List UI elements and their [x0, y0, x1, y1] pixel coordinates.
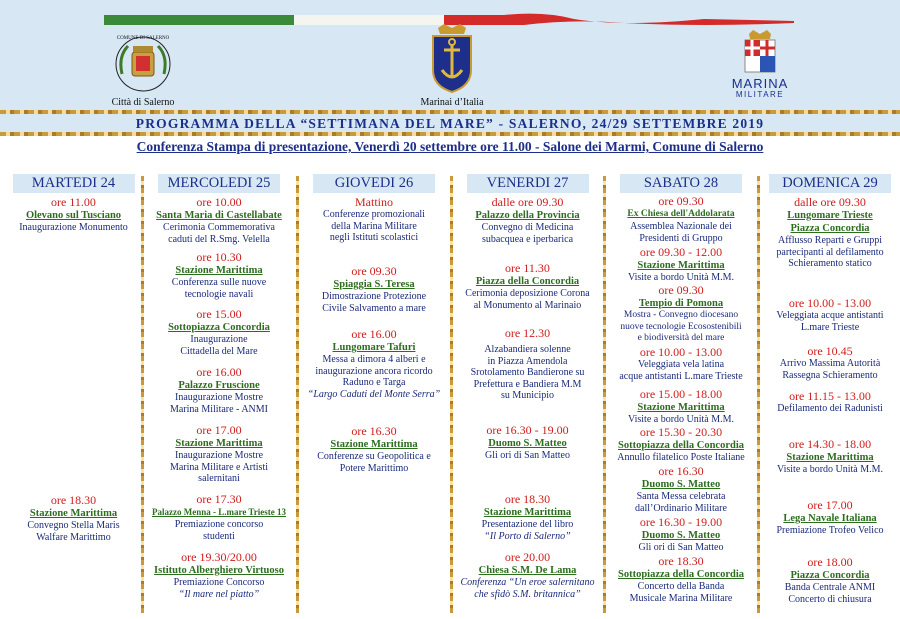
event: [144, 492, 294, 542]
event-time: ore 16.00: [351, 327, 397, 341]
event-place: Piazza Concordia: [790, 223, 870, 234]
event-desc: Marina Militare - ANMI: [169, 403, 269, 415]
event: [606, 554, 756, 604]
event-desc: Visite a bordo Unità M.M.: [627, 272, 735, 283]
page-title: PROGRAMMA DELLA “SETTIMANA DEL MARE” - SALERNO, 24/29 SETTEMBRE 2019: [135, 116, 765, 131]
rope-border-middle: [0, 132, 900, 136]
logo-line2: MILITARE: [735, 90, 785, 99]
event-place: Stazione Marittima: [483, 507, 572, 518]
event-place: Lungomare Trieste: [787, 210, 873, 221]
event-desc: Convegno Stella Maris: [27, 520, 120, 531]
event: [760, 195, 900, 270]
event-desc: Rassegna Schieramento: [782, 369, 878, 381]
event-time: ore 17.00: [196, 423, 242, 437]
event: [299, 327, 449, 400]
event-time: ore 10.45: [807, 344, 853, 358]
event-desc: Cerimonia deposizione Corona: [465, 288, 590, 299]
event-desc: Veleggiata acque antistanti: [776, 310, 884, 321]
event-place: Spiaggia S. Teresa: [333, 279, 415, 290]
event-desc: Marina Militare e Artisti: [169, 461, 269, 473]
event: [453, 423, 602, 462]
event: [453, 326, 602, 402]
event-time: ore 10.00: [196, 195, 242, 209]
event-time: ore 18.30: [50, 493, 97, 507]
event-desc: Premiazione Trofeo Velico: [776, 525, 884, 536]
center-caption: Marinai d’Italia: [420, 97, 484, 108]
event-place: Santa Maria di Castellabate: [156, 210, 282, 221]
event-place: Duomo S. Matteo: [641, 530, 721, 541]
event-desc: negli Istituti scolastici: [329, 232, 419, 243]
event-place: Stazione Marittima: [637, 260, 725, 271]
event-desc: “Largo Caduti del Monte Serra”: [307, 388, 441, 400]
event-time: ore 18.30: [658, 554, 704, 568]
event-time: ore 11.00: [51, 195, 96, 209]
event-desc: Assemblea Nazionale dei: [630, 221, 732, 232]
event-place: Ex Chiesa dell'Addolarata: [627, 209, 735, 219]
event-desc: caduti del R.Smg. Velella: [168, 233, 270, 245]
event-desc: e biodiversità del mare: [637, 333, 725, 343]
day-column-giovedi: [299, 174, 449, 614]
event-time: ore 19.30/20.00: [181, 550, 257, 564]
event-place: Tempio di Pomona: [638, 298, 724, 309]
event: [760, 344, 900, 381]
event-desc: Civile Salvamento a mare: [322, 302, 426, 314]
event-desc: acque antistanti L.mare Trieste: [619, 370, 743, 382]
event-place: Lungomare Tafuri: [332, 342, 416, 353]
event: [299, 264, 449, 314]
event-desc: Defilamento dei Radunisti: [777, 403, 883, 414]
event-time: ore 17.30: [196, 492, 242, 506]
event-place: Duomo S. Matteo: [488, 438, 567, 449]
event: [144, 307, 294, 357]
event-desc: in Piazza Amendola: [487, 355, 568, 367]
event: [760, 389, 900, 415]
event-desc: Walfare Marittimo: [36, 531, 111, 543]
event-desc: Musicale Marina Militare: [629, 592, 733, 604]
event-place: Piazza Concordia: [790, 570, 870, 581]
event: [144, 550, 294, 600]
event-place: Stazione Marittima: [786, 452, 874, 463]
event-place: Duomo S. Matteo: [641, 479, 721, 490]
event: [453, 492, 602, 542]
event-desc: Prefettura e Bandiera M.M: [473, 378, 582, 390]
event-desc: Banda Centrale ANMI: [784, 582, 876, 593]
event-desc: Inaugurazione Mostre: [174, 450, 264, 461]
event-desc: Visite a bordo Unità M.M.: [776, 464, 884, 475]
day-column-domenica: [760, 174, 900, 614]
event-desc: Gli ori di San Matteo: [638, 542, 724, 553]
event-desc: Conferenza “Un eroe salernitano: [460, 577, 595, 588]
event-time: ore 10.30: [196, 250, 242, 264]
event-place: Sottopiazza della Concordia: [618, 569, 744, 580]
event-desc: Conferenze su Geopolitica e: [317, 451, 431, 462]
event-desc: della Marina Militare: [331, 220, 417, 232]
event: [299, 424, 449, 474]
event-desc: Srotolamento Bandierone su: [470, 367, 585, 378]
event-desc: partecipanti al defilamento: [776, 246, 884, 258]
event-time: ore 15.00 - 18.00: [639, 387, 723, 401]
navy-crest-icon: [743, 30, 777, 74]
event-desc: Mostra - Convegno diocesano: [623, 310, 739, 320]
event-desc: Veleggiata vela latina: [637, 359, 725, 370]
event-desc: Concerto di chiusura: [788, 593, 872, 605]
event-desc: Gli ori di San Matteo: [485, 450, 570, 461]
day-column-mercoledi: [144, 174, 294, 614]
rope-border-top: [0, 110, 900, 114]
event-desc: Schieramento statico: [788, 258, 872, 269]
day-column-martedi: [0, 174, 147, 614]
event-desc: Conferenze promozionali: [323, 209, 425, 220]
event-desc: Premiazione concorso: [174, 519, 264, 530]
event: [0, 195, 147, 234]
event-desc: Raduno e Targa: [342, 377, 406, 388]
event-desc: Afflusso Reparti e Gruppi: [778, 235, 882, 246]
event-time: Mattino: [355, 195, 393, 209]
anmi-emblem: [402, 22, 502, 108]
left-caption: Città di Salerno: [111, 97, 175, 108]
day-header: MARTEDI 24: [13, 174, 135, 193]
salerno-seal-icon: [108, 34, 178, 94]
press-conference-subtitle: Conferenza Stampa di presentazione, Venerdì 20 settembre ore 11.00 - Salone dei Marmi, Comune di Salerno: [136, 139, 764, 154]
event-desc: Inaugurazione Mostre: [174, 392, 264, 403]
event: [760, 555, 900, 605]
event-desc: Visite a bordo Unità M.M.: [627, 414, 735, 425]
event-desc: Potere Marittimo: [339, 462, 409, 474]
event-place: Stazione Marittima: [637, 402, 725, 413]
event-desc: Presidenti di Gruppo: [639, 232, 723, 244]
event-time: ore 17.00: [807, 498, 853, 512]
event: [606, 194, 756, 244]
event-time: ore 14.30 - 18.00: [788, 437, 872, 451]
event-desc: Dimostrazione Protezione: [321, 291, 427, 302]
event-time: ore 10.00 - 13.00: [639, 345, 723, 359]
event-time: ore 11.30: [505, 261, 550, 275]
event-desc: Inaugurazione Monumento: [19, 222, 128, 233]
event-desc: che sfidò S.M. britannica”: [474, 588, 581, 600]
anchor-shield-icon: [430, 22, 474, 94]
event-desc: Concerto della Banda: [637, 581, 725, 592]
event-place: Lega Navale Italiana: [783, 513, 877, 524]
event-place: Sottopiazza della Concordia: [618, 440, 744, 451]
event-desc: Cerimonia Commemorativa: [163, 222, 275, 233]
event: [606, 245, 756, 284]
logo-line1: MARINA: [731, 76, 789, 91]
event-desc: nuove tecnologie Ecosostenibili: [620, 321, 742, 332]
event-time: ore 18.00: [807, 555, 853, 569]
event-place: Stazione Marittima: [29, 508, 118, 519]
event-time: ore 15.30 - 20.30: [639, 425, 723, 439]
event: [144, 365, 294, 415]
event-time: ore 16.30: [351, 424, 397, 438]
day-header: VENERDI 27: [467, 174, 589, 193]
event-desc: Conferenza sulle nuove: [171, 277, 267, 288]
event-desc: Alzabandiera solenne: [484, 344, 571, 355]
event: [760, 437, 900, 476]
event-time: dalle ore 09.30: [794, 195, 866, 209]
event-desc: Arrivo Massima Autorità: [779, 358, 881, 369]
event-desc: “Il mare nel piatto”: [178, 588, 260, 600]
event-place: Chiesa S.M. De Lama: [478, 565, 577, 576]
event-desc: Messa a dimora 4 alberi e: [322, 354, 426, 365]
event: [760, 498, 900, 537]
event-time: ore 18.30: [504, 492, 551, 506]
day-header: SABATO 28: [620, 174, 742, 193]
event-time: ore 10.00 - 13.00: [788, 296, 872, 310]
event-place: Piazza della Concordia: [475, 276, 580, 287]
event-desc: L.mare Trieste: [800, 321, 860, 333]
event-time: ore 16.30: [658, 464, 704, 478]
event-desc: Inaugurazione: [190, 334, 248, 345]
event: [606, 464, 756, 514]
event-time: ore 09.30 - 12.00: [639, 245, 723, 259]
event-time: ore 16.00: [196, 365, 242, 379]
event-place: Stazione Marittima: [175, 438, 263, 449]
event: [760, 296, 900, 333]
event-desc: dall’Ordinario Militare: [635, 502, 727, 514]
day-header: MERCOLEDI 25: [158, 174, 280, 193]
salerno-coat-of-arms: [100, 34, 186, 108]
event: [299, 195, 449, 244]
event-time: dalle ore 09.30: [491, 195, 564, 209]
event-time: ore 09.30: [658, 194, 704, 208]
event-desc: salernitani: [198, 473, 240, 484]
event-desc: Premiazione Concorso: [173, 577, 265, 588]
event-time: ore 09.30: [351, 264, 397, 278]
event: [606, 515, 756, 554]
event-time: ore 20.00: [504, 550, 551, 564]
event: [144, 195, 294, 245]
event-time: ore 09.30: [658, 283, 704, 297]
day-header: DOMENICA 29: [769, 174, 891, 193]
event-place: Istituto Alberghiero Virtuoso: [154, 565, 284, 576]
day-header: GIOVEDI 26: [313, 174, 435, 193]
event: [606, 345, 756, 382]
event: [144, 423, 294, 485]
event-place: Sottopiazza Concordia: [168, 322, 270, 333]
event-time: ore 15.00: [196, 307, 242, 321]
event-desc: tecnologie navali: [184, 288, 254, 300]
event-desc: studenti: [203, 530, 235, 542]
event-place: Stazione Marittima: [175, 265, 263, 276]
event-desc: su Municipio: [500, 390, 555, 401]
event: [606, 425, 756, 464]
event-desc: Santa Messa celebrata: [636, 491, 726, 502]
event-place: Stazione Marittima: [330, 439, 418, 450]
day-column-sabato: [606, 174, 756, 614]
event: [453, 195, 602, 245]
event: [0, 493, 147, 543]
event: [453, 550, 602, 600]
event-desc: Annullo filatelico Poste Italiane: [617, 452, 745, 463]
event-desc: subacquea e iperbarica: [481, 233, 574, 245]
event-place: Olevano sul Tusciano: [25, 210, 122, 221]
event-desc: Convegno di Medicina: [481, 222, 574, 233]
event-time: ore 16.30 - 19.00: [486, 423, 569, 437]
event-time: ore 16.30 - 19.00: [639, 515, 723, 529]
day-column-venerdi: [453, 174, 602, 614]
event-place: Palazzo Fruscione: [178, 380, 260, 391]
event-desc: al Monumento al Marinaio: [473, 299, 582, 311]
event: [606, 283, 756, 345]
event-desc: Presentazione del libro: [481, 519, 574, 530]
event-time: ore 11.15 - 13.00: [789, 389, 871, 403]
event: [453, 261, 602, 311]
event: [144, 250, 294, 300]
event-desc: “Il Porto di Salerno”: [484, 530, 571, 542]
event-place: Palazzo della Provincia: [475, 210, 580, 221]
marina-militare-logo: [727, 30, 793, 99]
seal-text: COMUNE DI SALERNO: [116, 36, 170, 41]
event-place: Palazzo Menna - L.mare Trieste 13: [152, 507, 286, 517]
event-desc: inaugurazione ancora ricordo: [315, 365, 433, 377]
event-time: ore 12.30: [504, 326, 551, 340]
event: [606, 387, 756, 426]
event-desc: Cittadella del Mare: [180, 345, 258, 357]
